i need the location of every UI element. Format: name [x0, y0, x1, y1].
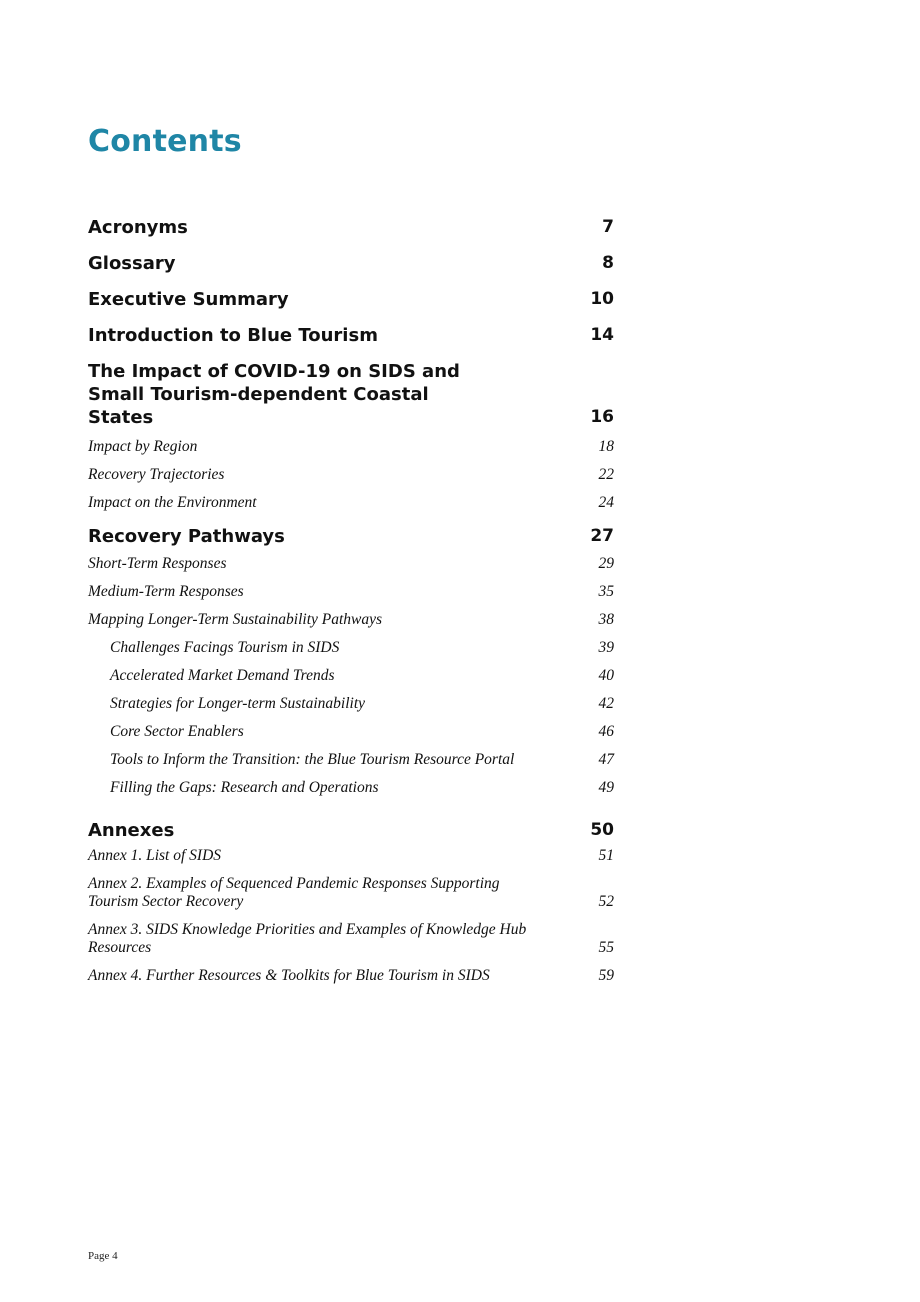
toc-entry-page: 52: [598, 893, 614, 910]
toc-entry-label: Recovery Pathways: [88, 526, 285, 547]
toc-entry-label: Annex 3. SIDS Knowledge Priorities and Examples of Knowledge Hub Resources: [88, 921, 527, 956]
toc-entry-label: Executive Summary: [88, 289, 289, 310]
toc-entry-page: 38: [598, 611, 614, 628]
toc-entry-mapping-longer-term[interactable]: [88, 611, 614, 629]
toc-entry-page: 50: [590, 820, 614, 840]
toc-entry-page: 8: [602, 253, 614, 273]
toc-entry-label: Annex 4. Further Resources & Toolkits for Blue Tourism in SIDS: [88, 967, 490, 984]
toc-entry-label: Glossary: [88, 253, 176, 274]
toc-entry-page: 49: [598, 779, 614, 796]
toc-entry-impact-of-covid[interactable]: [88, 360, 614, 429]
table-of-contents: [88, 210, 614, 985]
toc-entry-page: 55: [598, 939, 614, 956]
toc-entry-page: 27: [590, 526, 614, 546]
toc-entry-label: Annex 2. Examples of Sequenced Pandemic Responses Supporting Tourism Sector Recovery: [88, 875, 500, 910]
toc-entry-impact-on-environment[interactable]: [88, 494, 614, 512]
toc-entry-annex-1[interactable]: [88, 847, 614, 865]
toc-entry-label: Mapping Longer-Term Sustainability Pathways: [88, 611, 383, 628]
toc-entry-label: Strategies for Longer-term Sustainability: [110, 695, 366, 712]
toc-entry-medium-term-responses[interactable]: [88, 583, 614, 601]
toc-entry-strategies[interactable]: [88, 695, 614, 713]
toc-entry-annex-2[interactable]: [88, 875, 614, 911]
toc-entry-label: Annexes: [88, 820, 175, 841]
toc-entry-glossary[interactable]: [88, 252, 614, 275]
toc-entry-acronyms[interactable]: [88, 216, 614, 239]
toc-entry-core-sector-enablers[interactable]: [88, 723, 614, 741]
toc-entry-label: Impact on the Environment: [88, 494, 257, 511]
toc-entry-page: 7: [602, 217, 614, 237]
toc-entry-impact-by-region[interactable]: [88, 438, 614, 456]
toc-entry-market-demand-trends[interactable]: [88, 667, 614, 685]
toc-entry-label: Short-Term Responses: [88, 555, 227, 572]
toc-entry-label: Tools to Inform the Transition: the Blue Tourism Resource Portal: [110, 751, 515, 768]
toc-entry-label: Annex 1. List of SIDS: [88, 847, 222, 864]
toc-entry-short-term-responses[interactable]: [88, 555, 614, 573]
toc-entry-annexes[interactable]: [88, 819, 614, 842]
toc-entry-label: Filling the Gaps: Research and Operations: [110, 779, 379, 796]
toc-entry-introduction[interactable]: [88, 324, 614, 347]
toc-entry-page: 47: [598, 751, 614, 768]
toc-entry-page: 22: [598, 466, 614, 483]
toc-entry-page: 24: [598, 494, 614, 511]
toc-entry-label: Introduction to Blue Tourism: [88, 325, 378, 346]
toc-entry-page: 42: [598, 695, 614, 712]
toc-entry-label: Core Sector Enablers: [110, 723, 244, 740]
toc-entry-executive-summary[interactable]: [88, 288, 614, 311]
toc-entry-page: 39: [598, 639, 614, 656]
toc-entry-page: 40: [598, 667, 614, 684]
toc-entry-page: 59: [598, 967, 614, 984]
toc-entry-label: Medium-Term Responses: [88, 583, 244, 600]
page-title: Contents: [88, 124, 242, 159]
toc-entry-label: Challenges Facings Tourism in SIDS: [110, 639, 340, 656]
toc-entry-page: 10: [590, 289, 614, 309]
toc-entry-challenges[interactable]: [88, 639, 614, 657]
toc-entry-annex-4[interactable]: [88, 967, 614, 985]
toc-entry-label: Acronyms: [88, 217, 188, 238]
toc-entry-recovery-trajectories[interactable]: [88, 466, 614, 484]
toc-entry-label: The Impact of COVID-19 on SIDS and Small Tourism-dependent Coastal States: [88, 361, 460, 428]
toc-entry-page: 14: [590, 325, 614, 345]
toc-entry-tools-transition[interactable]: [88, 751, 614, 769]
toc-entry-page: 29: [598, 555, 614, 572]
toc-entry-label: Recovery Trajectories: [88, 466, 225, 483]
toc-entry-page: 51: [598, 847, 614, 864]
page-number: Page 4: [88, 1250, 118, 1262]
toc-entry-annex-3[interactable]: [88, 921, 614, 957]
toc-entry-filling-the-gaps[interactable]: [88, 779, 614, 797]
toc-entry-page: 18: [598, 438, 614, 455]
toc-entry-page: 46: [598, 723, 614, 740]
toc-entry-page: 16: [590, 407, 614, 427]
toc-entry-page: 35: [598, 583, 614, 600]
toc-entry-label: Accelerated Market Demand Trends: [110, 667, 335, 684]
toc-entry-label: Impact by Region: [88, 438, 198, 455]
toc-entry-recovery-pathways[interactable]: [88, 525, 614, 548]
